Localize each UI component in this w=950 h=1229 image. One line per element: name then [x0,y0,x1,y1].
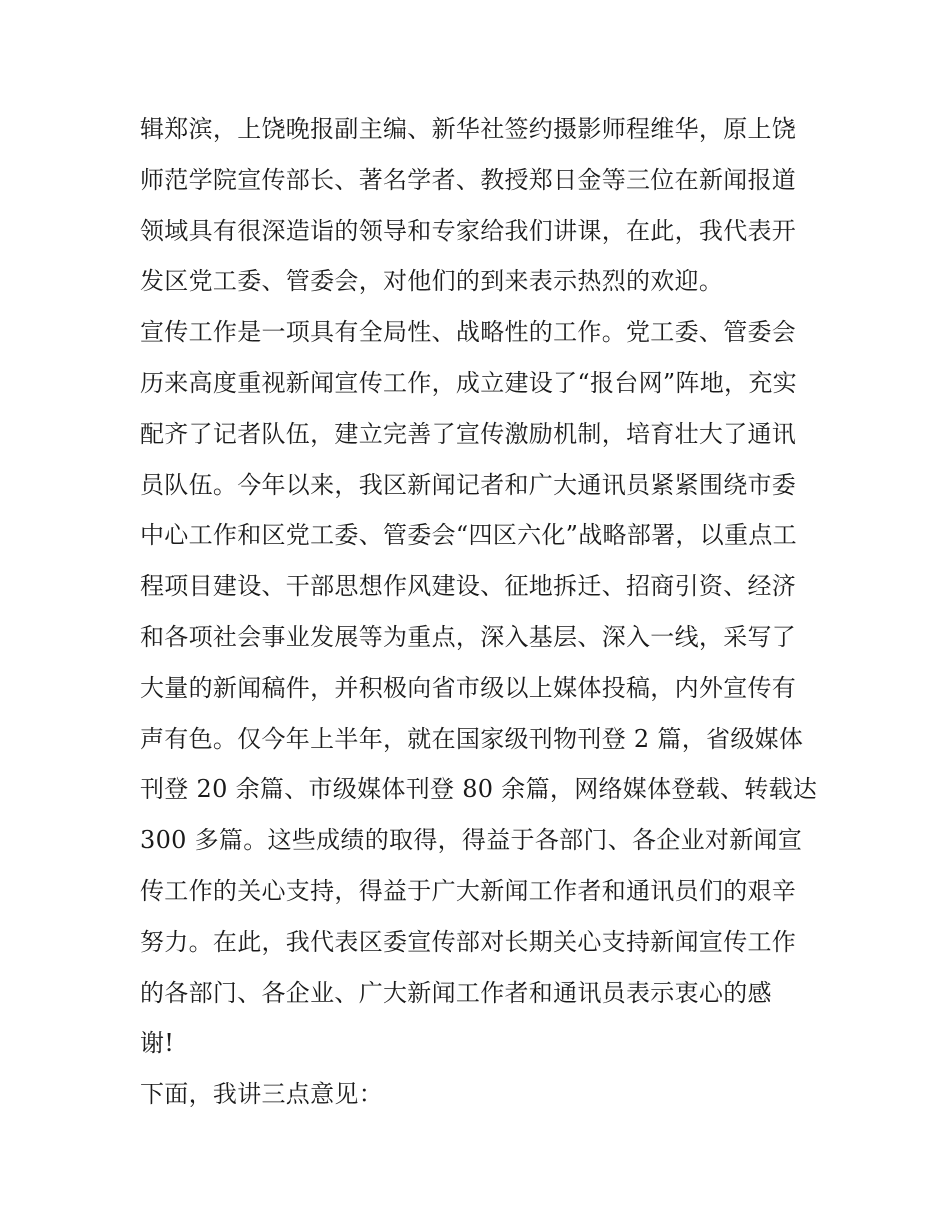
text-line: 传工作的关心支持，得益于广大新闻工作者和通讯员们的艰辛 [140,876,797,905]
text-line: 师范学院宣传部长、著名学者、教授郑日金等三位在新闻报道 [140,165,797,194]
text-line: 和各项社会事业发展等为重点，深入基层、深入一线，采写了 [140,622,797,651]
text-line: 300 多篇。这些成绩的取得，得益于各部门、各企业对新闻宣 [140,826,803,855]
text-line: 下面，我讲三点意见： [140,1080,383,1109]
text-line: 中心工作和区党工委、管委会“四区六化”战略部署，以重点工 [140,521,797,550]
text-line: 谢! [140,1029,175,1058]
text-line: 配齐了记者队伍，建立完善了宣传激励机制，培育壮大了通讯 [140,419,797,448]
text-line: 努力。在此，我代表区委宣传部对长期关心支持新闻宣传工作 [140,927,797,956]
text-line: 历来高度重视新闻宣传工作，成立建设了“报台网”阵地，充实 [140,368,797,397]
text-line: 宣传工作是一项具有全局性、战略性的工作。党工委、管委会 [140,318,797,347]
body-text [140,104,820,1120]
text-line: 员队伍。今年以来，我区新闻记者和广大通讯员紧紧围绕市委 [140,470,797,499]
text-line: 声有色。仅今年上半年，就在国家级刊物刊登 2 篇，省级媒体 [140,724,804,753]
text-line: 刊登 20 余篇、市级媒体刊登 80 余篇，网络媒体登载、转载达 [140,775,818,804]
text-line: 辑郑滨，上饶晚报副主编、新华社签约摄影师程维华，原上饶 [140,115,797,143]
text-line: 程项目建设、干部思想作风建设、征地拆迁、招商引资、经济 [140,572,797,601]
text-line: 的各部门、各企业、广大新闻工作者和通讯员表示衷心的感 [140,978,772,1007]
text-line: 领域具有很深造诣的领导和专家给我们讲课，在此，我代表开 [140,216,797,245]
text-line: 大量的新闻稿件，并积极向省市级以上媒体投稿，内外宣传有 [140,673,797,702]
text-line: 发区党工委、管委会，对他们的到来表示热烈的欢迎。 [140,267,724,296]
